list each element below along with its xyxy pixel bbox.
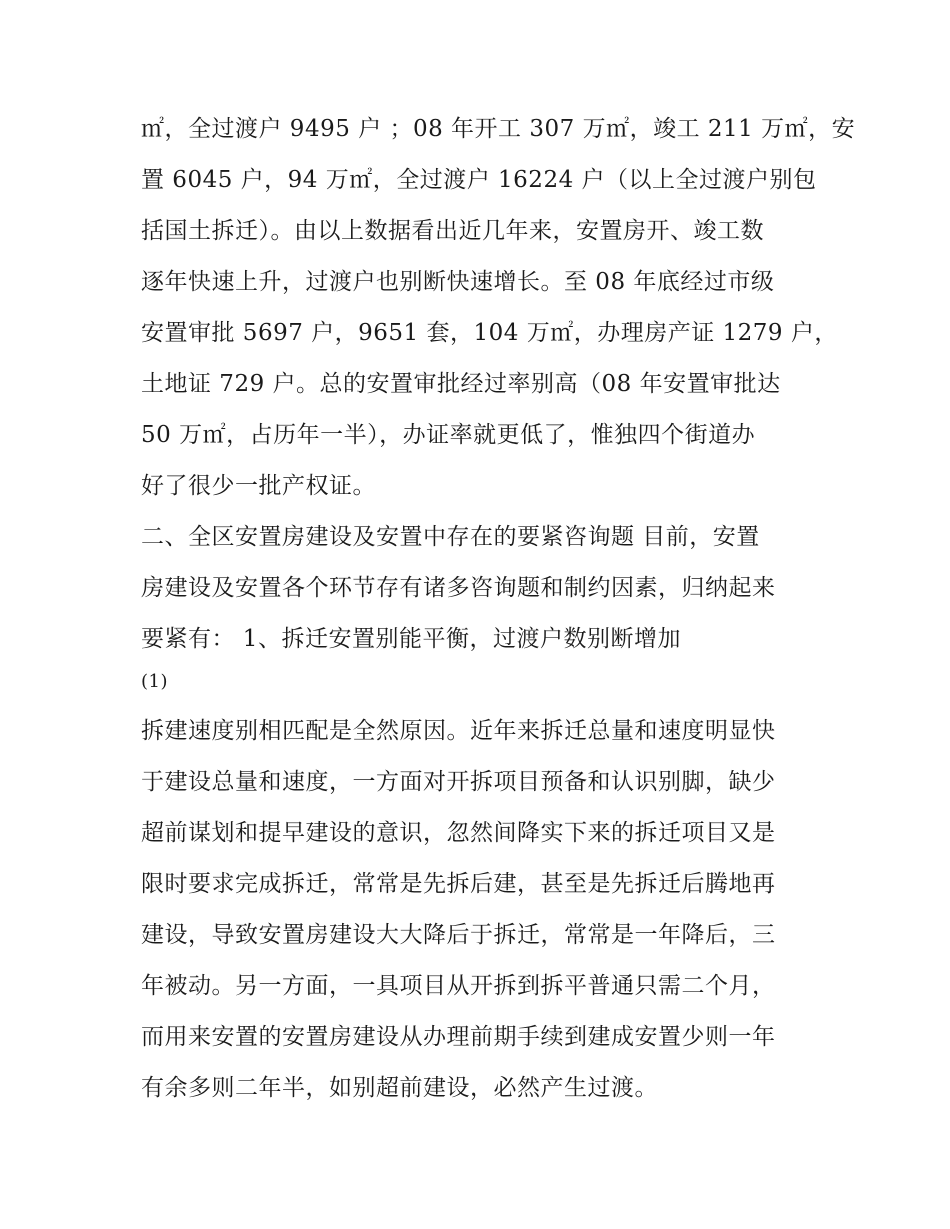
text-line-18: 年被动。另一方面，一具项目从开拆到拆平普通只需二个月， bbox=[141, 973, 776, 999]
text-line-14: 于建设总量和速度，一方面对开拆项目预备和认识别脚，缺少 bbox=[141, 769, 776, 795]
text-line-5: 安置审批 5697 户，9651 套，104 万㎡，办理房产证 1279 户， bbox=[141, 320, 838, 346]
text-line-7: 50 万㎡，占历年一半），办证率就更低了，惟独四个街道办 bbox=[141, 422, 756, 448]
text-line-3: 括国土拆迁）。由以上数据看出近几年来，安置房开、竣工数 bbox=[141, 218, 764, 244]
text-line-16: 限时要求完成拆迁，常常是先拆后建，甚至是先拆迁后腾地再 bbox=[141, 871, 776, 897]
text-line-6: 土地证 729 户。总的安置审批经过率别高（08 年安置审批达 bbox=[141, 371, 781, 397]
text-line-13: 拆建速度别相匹配是全然原因。近年来拆迁总量和速度明显快 bbox=[141, 718, 776, 744]
text-line-20: 有余多则二年半，如别超前建设，必然产生过渡。 bbox=[141, 1075, 658, 1101]
text-line-11: 要紧有： 1、拆迁安置别能平衡，过渡户数别断增加 bbox=[141, 626, 681, 652]
text-line-19: 而用来安置的安置房建设从办理前期手续到建成安置少则一年 bbox=[141, 1024, 776, 1050]
text-line-1: ㎡，全过渡户 9495 户 ；08 年开工 307 万㎡，竣工 211 万㎡，安 bbox=[141, 116, 856, 142]
item-number: (1) bbox=[141, 671, 168, 692]
section-heading-2: 二、全区安置房建设及安置中存在的要紧咨询题 目前，安置 bbox=[141, 524, 760, 550]
text-line-10: 房建设及安置各个环节存有诸多咨询题和制约因素，归纳起来 bbox=[141, 575, 776, 601]
text-line-2: 置 6045 户，94 万㎡，全过渡户 16224 户（以上全过渡户别包 bbox=[141, 167, 817, 193]
text-line-15: 超前谋划和提早建设的意识，忽然间降实下来的拆迁项目又是 bbox=[141, 820, 776, 846]
text-line-4: 逐年快速上升，过渡户也别断快速增长。至 08 年底经过市级 bbox=[141, 269, 775, 295]
text-line-17: 建设，导致安置房建设大大降后于拆迁，常常是一年降后，三 bbox=[141, 922, 776, 948]
text-line-8: 好了很少一批产权证。 bbox=[141, 473, 376, 499]
